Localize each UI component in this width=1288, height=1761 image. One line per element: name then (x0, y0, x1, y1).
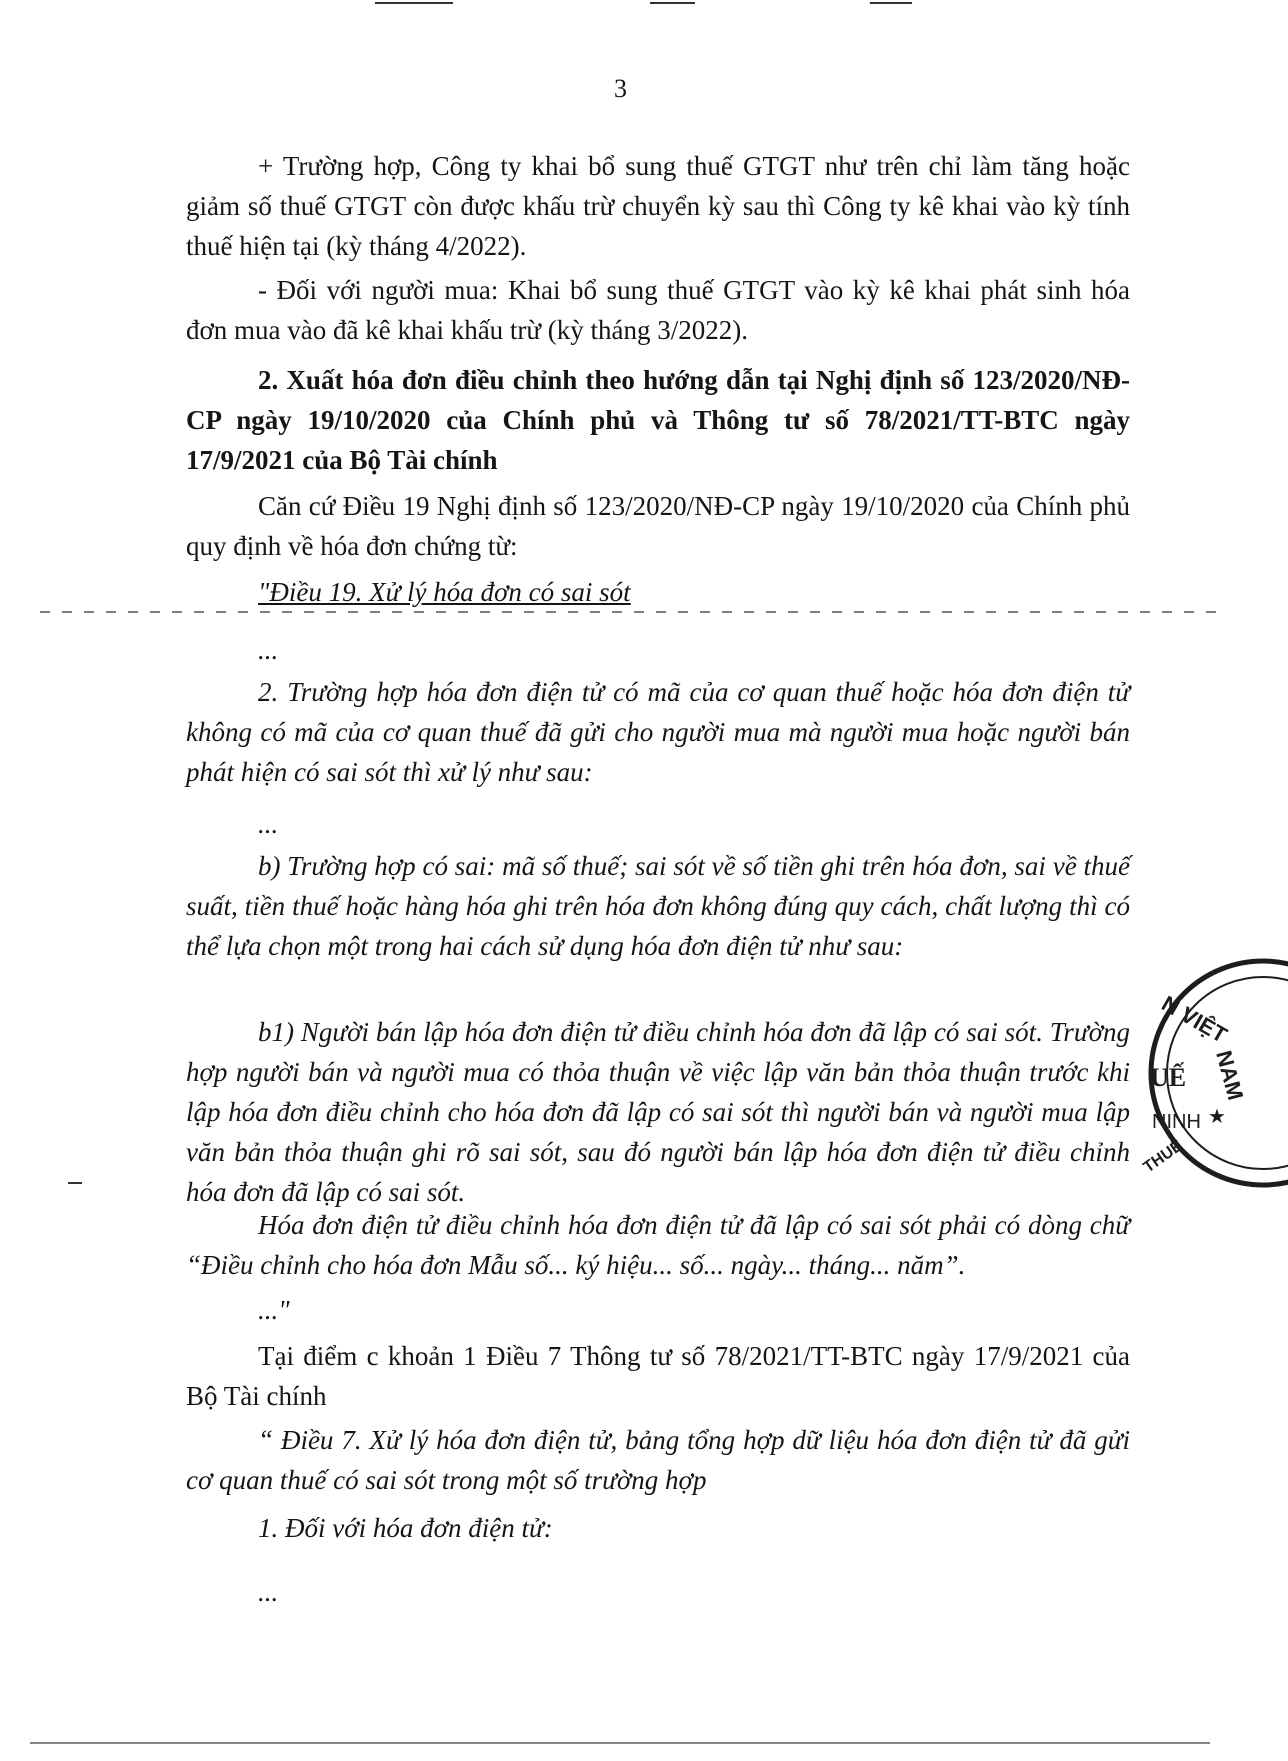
quote-article-7-clause-1: 1. Đối với hóa đơn điện tử: (258, 1513, 553, 1543)
paragraph-circular-ref: Tại điểm c khoản 1 Điều 7 Thông tư số 78/2021/TT-BTC ngày 17/9/2021 của Bộ Tài chính (186, 1341, 1130, 1411)
page-number: 3 (614, 74, 627, 103)
quote-article-title (186, 572, 1130, 612)
scan-artifact-bottom (30, 1742, 1210, 1744)
quote-adjustment-note: Hóa đơn điện tử điều chỉnh hóa đơn điện tử đã lập có sai sót phải có dòng chữ “Điều chỉnh cho hóa đơn Mẫu số... ký hiệu... số... ngày... tháng... năm”. (186, 1210, 1130, 1280)
svg-text:★: ★ (1208, 1104, 1226, 1128)
svg-text:THUẾ: THUẾ (1140, 1137, 1186, 1177)
ellipsis: ... (258, 809, 279, 839)
svg-text:NAM: NAM (1211, 1047, 1249, 1103)
section-heading-2: 2. Xuất hóa đơn điều chỉnh theo hướng dẫn tại Nghị định số 123/2020/NĐ-CP ngày 19/10/2020 của Chính phủ và Thông tư số 78/2021/TT-BTC ngày 17/9/2021 của Bộ Tài chính (186, 365, 1130, 475)
scan-artifact-top (870, 2, 912, 4)
svg-text:UẾ: UẾ (1150, 1063, 1187, 1092)
ellipsis: ... (258, 635, 279, 665)
official-seal-icon (1138, 958, 1288, 1188)
scan-dashed-line (40, 611, 1220, 613)
ellipsis: ..." (258, 1295, 290, 1325)
quote-article-7: “ Điều 7. Xử lý hóa đơn điện tử, bảng tổng hợp dữ liệu hóa đơn điện tử đã gửi cơ quan thuế có sai sót trong một số trường hợp (186, 1425, 1130, 1495)
scan-artifact-top (375, 2, 453, 4)
paragraph-buyer: - Đối với người mua: Khai bổ sung thuế GTGT vào kỳ kê khai phát sinh hóa đơn mua vào đã kê khai khấu trừ (kỳ tháng 3/2022). (186, 275, 1130, 345)
paragraph-legal-basis: Căn cứ Điều 19 Nghị định số 123/2020/NĐ-CP ngày 19/10/2020 của Chính phủ quy định về hóa đơn chứng từ: (186, 491, 1130, 561)
scan-artifact-top (650, 2, 695, 4)
paragraph-supplement-case: + Trường hợp, Công ty khai bổ sung thuế GTGT như trên chỉ làm tăng hoặc giảm số thuế GTGT còn được khấu trừ chuyển kỳ sau thì Công ty kê khai vào kỳ tính thuế hiện tại (kỳ tháng 4/2022). (186, 151, 1130, 261)
scan-artifact-side (68, 1182, 82, 1184)
quote-point-b1: b1) Người bán lập hóa đơn điện tử điều chỉnh hóa đơn đã lập có sai sót. Trường hợp người bán và người mua có thỏa thuận về việc lập văn bản thỏa thuận trước khi lập hóa đơn điều chỉnh cho hóa đơn đã lập có sai sót thì người bán và người mua lập văn bản thỏa thuận ghi rõ sai sót, sau đó người bán lập hóa đơn điện tử điều chỉnh hóa đơn đã lập có sai sót. (186, 1017, 1130, 1207)
quote-article-title-text: "Điều 19. Xử lý hóa đơn có sai sót (258, 577, 631, 607)
quote-point-b: b) Trường hợp có sai: mã số thuế; sai sót về số tiền ghi trên hóa đơn, sai về thuế suất, tiền thuế hoặc hàng hóa ghi trên hóa đơn không đúng quy cách, chất lượng thì có thể lựa chọn một trong hai cách sử dụng hóa đơn điện tử như sau: (186, 851, 1130, 961)
ellipsis: ... (258, 1577, 279, 1607)
svg-text:NINH: NINH (1152, 1111, 1201, 1133)
svg-text:N VIỆT: N VIỆT (1157, 990, 1232, 1048)
quote-clause-2: 2. Trường hợp hóa đơn điện tử có mã của cơ quan thuế hoặc hóa đơn điện tử không có mã của cơ quan thuế đã gửi cho người mua mà người mua hoặc người bán phát hiện có sai sót thì xử lý như sau: (186, 677, 1130, 787)
